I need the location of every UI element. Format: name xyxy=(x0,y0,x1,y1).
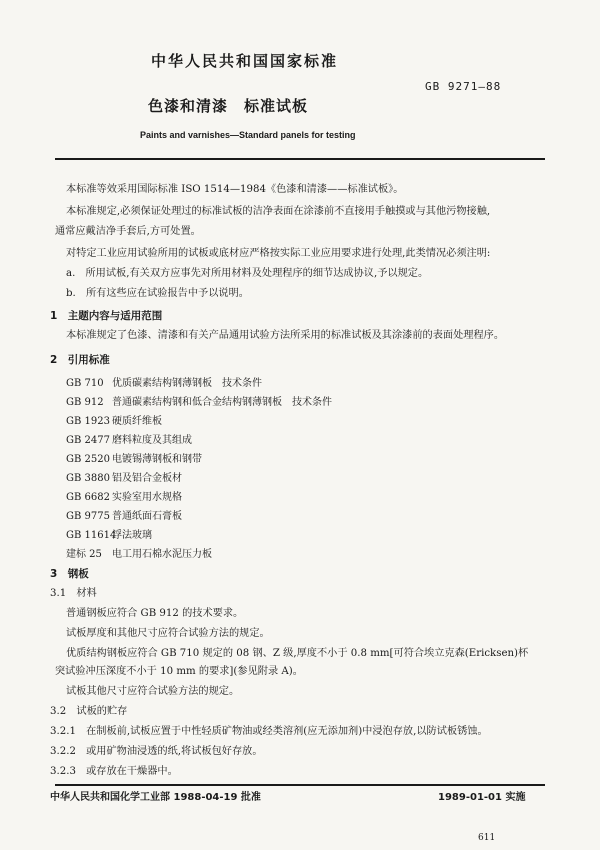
intro-item-b: b. 所有这些应在试验报告中予以说明。 xyxy=(66,288,249,299)
clause-3-2-3: 3.2.3 或存放在干燥器中。 xyxy=(50,766,178,777)
intro-paragraph-2-line-2: 通常应戴洁净手套后,方可处置。 xyxy=(55,226,201,237)
reference-item: GB 11614浮法玻璃 xyxy=(66,530,152,541)
issuing-body: 中华人民共和国国家标准 xyxy=(151,52,339,70)
clause-3-2: 3.2 试板的贮存 xyxy=(50,706,128,717)
reference-item: GB 6682 实验室用水规格 xyxy=(66,492,182,503)
header-rule xyxy=(55,158,545,160)
intro-paragraph-1: 本标准等效采用国际标准 ISO 1514—1984《色漆和清漆——标准试板》。 xyxy=(66,184,404,195)
clause-3-1: 3.1 材料 xyxy=(50,588,97,599)
clause-3-1-paragraph-3-line-1: 优质结构钢板应符合 GB 710 规定的 08 钢、Z 级,厚度不小于 0.8 mm[可符合埃立克森(Ericksen)杯 xyxy=(66,648,529,659)
reference-item: GB 9775 普通纸面石膏板 xyxy=(66,511,182,522)
reference-item: GB 1923 硬质纤维板 xyxy=(66,416,162,427)
clause-3-2-1: 3.2.1 在制板前,试板应置于中性轻质矿物油或经类溶剂(应无添加剂)中浸泡存放,以防试板锈蚀。 xyxy=(50,726,488,737)
reference-item: GB 912 普通碳素结构钢和低合金结构钢薄钢板 技术条件 xyxy=(66,397,332,408)
document-title-english: Paints and varnishes—Standard panels for testing xyxy=(140,130,356,140)
section-1-text: 本标准规定了色漆、清漆和有关产品通用试验方法所采用的标准试板及其涂漆前的表面处理程序。 xyxy=(66,330,505,341)
section-3-heading: 3 钢板 xyxy=(50,568,89,580)
footer-rule xyxy=(55,784,545,786)
reference-item: GB 2520 电镀锡薄钢板和钢带 xyxy=(66,454,202,465)
document-title: 色漆和清漆 标准试板 xyxy=(148,97,309,115)
clause-3-1-paragraph-4: 试板其他尺寸应符合试验方法的规定。 xyxy=(66,686,240,697)
page-number: 611 xyxy=(478,833,496,843)
intro-paragraph-2-line-1: 本标准规定,必须保证处理过的标准试板的洁净表面在涂漆前不直接用手触摸或与其他污物接触, xyxy=(66,206,491,217)
section-1-heading: 1 主题内容与适用范围 xyxy=(50,310,163,322)
reference-item: GB 2477 磨料粒度及其组成 xyxy=(66,435,192,446)
clause-3-1-paragraph-2: 试板厚度和其他尺寸应符合试验方法的规定。 xyxy=(66,628,270,639)
reference-item: GB 710 优质碳素结构钢薄钢板 技术条件 xyxy=(66,378,262,389)
section-2-heading: 2 引用标准 xyxy=(50,354,110,366)
reference-item: GB 3880 铝及铝合金板材 xyxy=(66,473,182,484)
reference-item: 建标 25 电工用石棉水泥压力板 xyxy=(66,549,212,560)
intro-paragraph-3: 对特定工业应用试验所用的试板或底材应严格按实际工业应用要求进行处理,此类情况必须注明: xyxy=(66,248,491,259)
effective-date: 1989-01-01 实施 xyxy=(438,792,526,803)
clause-3-1-paragraph-1: 普通钢板应符合 GB 912 的技术要求。 xyxy=(66,608,244,619)
standard-number: GB 9271—88 xyxy=(425,80,502,93)
approval-note: 中华人民共和国化学工业部 1988-04-19 批准 xyxy=(50,792,261,803)
clause-3-2-2: 3.2.2 或用矿物油浸透的纸,将试板包好存放。 xyxy=(50,746,263,757)
intro-item-a: a. 所用试板,有关双方应事先对所用材料及处理程序的细节达成协议,予以规定。 xyxy=(66,268,429,279)
clause-3-1-paragraph-3-line-2: 突试验冲压深度不小于 10 mm 的要求](参见附录 A)。 xyxy=(55,666,303,677)
